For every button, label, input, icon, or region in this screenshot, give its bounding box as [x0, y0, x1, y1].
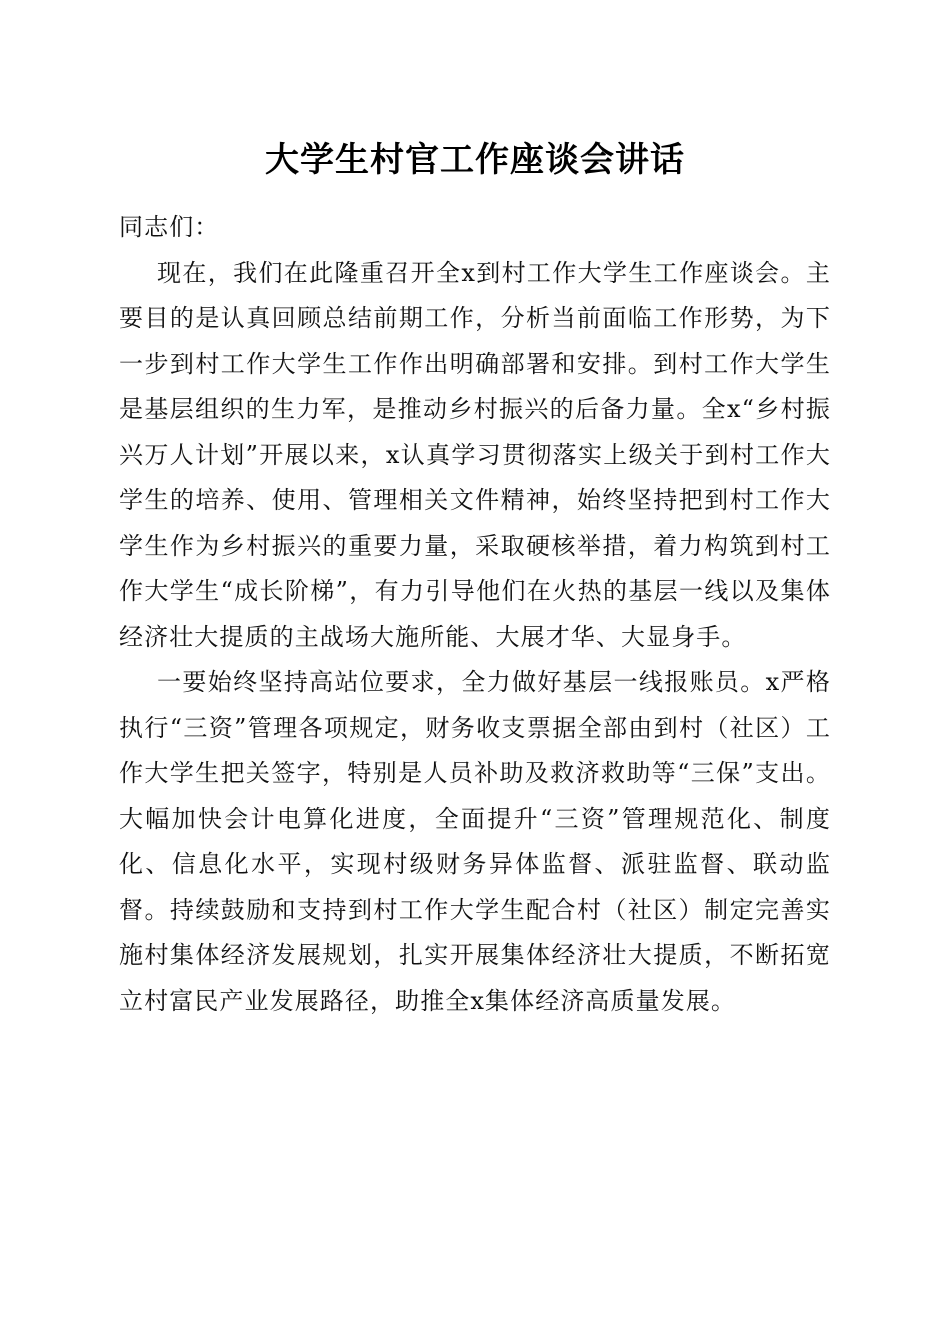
document-title: 大学生村官工作座谈会讲话	[265, 140, 685, 180]
paragraph-intro: 现在，我们在此隆重召开全x到村工作大学生工作座谈会。主要目的是认真回顾总结前期工作，分析当前面临工作形势，为下一步到村工作大学生工作作出明确部署和安排。到村工作大学生是基层组织的生力军，是推动乡村振兴的后备力量。全x“乡村振兴万人计划”开展以来，x认真学习贯彻落实上级关于到村工作大学生的培养、使用、管理相关文件精神，始终坚持把到村工作大学生作为乡村振兴的重要力量，采取硬核举措，着力构筑到村工作大学生“成长阶梯”，有力引导他们在火热的基层一线以及集体经济壮大提质的主战场大施所能、大展才华、大显身手。	[119, 258, 831, 651]
salutation: 同志们：	[119, 213, 220, 241]
paragraph-point-one: 一要始终坚持高站位要求，全力做好基层一线报账员。x严格执行“三资”管理各项规定，财务收支票据全部由到村（社区）工作大学生把关签字，特别是人员补助及救济救助等“三保”支出。大幅加快会计电算化进度，全面提升“三资”管理规范化、制度化、信息化水平，实现村级财务异体监督、派驻监督、联动监督。持续鼓励和支持到村工作大学生配合村（社区）制定完善实施村集体经济发展规划，扎实开展集体经济壮大提质，不断拓宽立村富民产业发展路径，助推全x集体经济高质量发展。	[119, 668, 831, 1015]
document-body	[119, 205, 831, 1024]
